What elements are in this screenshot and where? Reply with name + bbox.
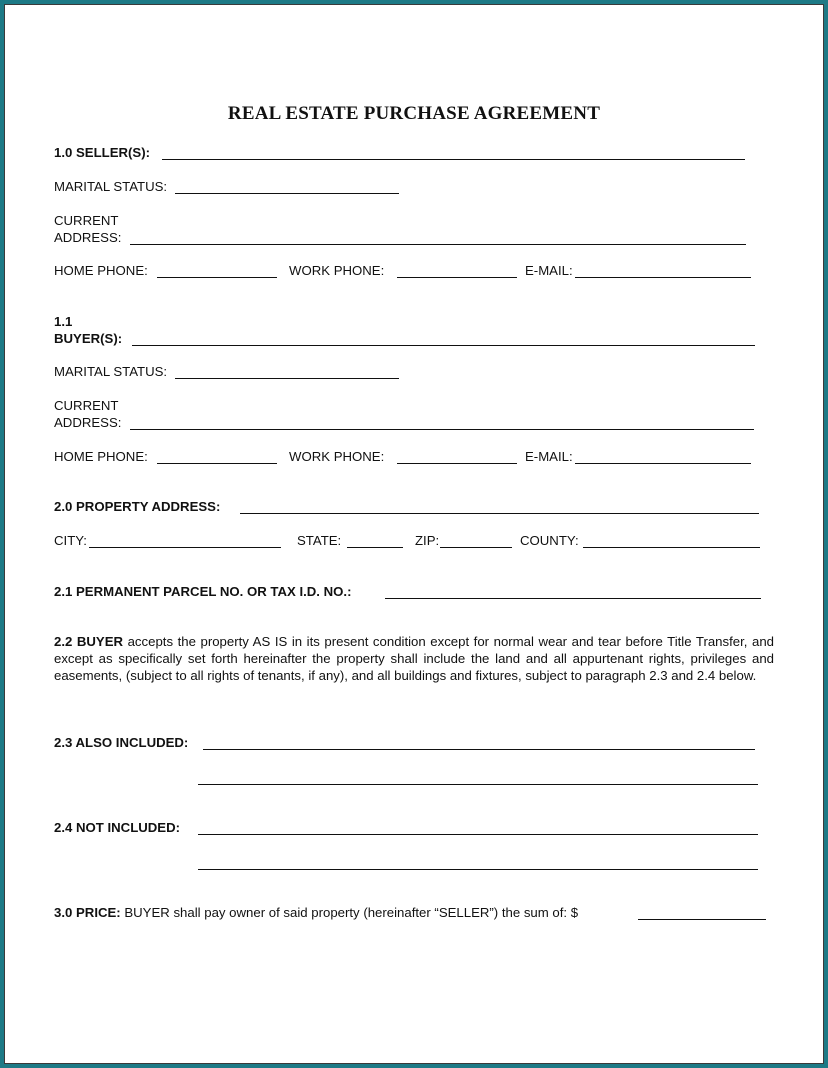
seller-address-field[interactable]: [130, 244, 746, 245]
zip-label: ZIP:: [415, 533, 440, 548]
price-clause: [54, 904, 578, 921]
also-included-field-1[interactable]: [203, 749, 755, 750]
clause-2-2: [54, 633, 774, 684]
seller-heading: 1.0 SELLER(S):: [54, 145, 150, 160]
parcel-number-label: 2.1 PERMANENT PARCEL NO. OR TAX I.D. NO.:: [54, 584, 352, 599]
seller-email-label: E-MAIL:: [525, 263, 573, 278]
state-label: STATE:: [297, 533, 342, 548]
city-label: CITY:: [54, 533, 87, 548]
seller-marital-status-label: MARITAL STATUS:: [54, 179, 168, 194]
city-field[interactable]: [89, 547, 281, 548]
document-title: REAL ESTATE PURCHASE AGREEMENT: [227, 103, 601, 124]
not-included-label: 2.4 NOT INCLUDED:: [54, 820, 181, 835]
zip-field[interactable]: [440, 547, 512, 548]
buyer-email-label: E-MAIL:: [525, 449, 573, 464]
buyer-marital-status-label: MARITAL STATUS:: [54, 364, 168, 379]
seller-home-phone-field[interactable]: [157, 277, 277, 278]
clause-2-2-text: accepts the property AS IS in its present condition except for normal wear and tear before Title Transfer, and except as specifically set forth hereinafter the property shall include the land and all appurtenant rights, privileges and easements, (subject to all rights of tenants, if any), and all buildings and fixtures, subject to paragraph 2.3 and 2.4 below.: [54, 634, 774, 683]
property-address-field[interactable]: [240, 513, 759, 514]
price-label: 3.0 PRICE:: [54, 905, 121, 920]
county-label: COUNTY:: [520, 533, 579, 548]
seller-home-phone-label: HOME PHONE:: [54, 263, 148, 278]
also-included-label: 2.3 ALSO INCLUDED:: [54, 735, 189, 750]
parcel-number-field[interactable]: [385, 598, 761, 599]
buyer-marital-status-field[interactable]: [175, 378, 399, 379]
seller-name-field[interactable]: [162, 159, 745, 160]
seller-work-phone-field[interactable]: [397, 277, 517, 278]
buyer-address-field[interactable]: [130, 429, 754, 430]
state-field[interactable]: [347, 547, 403, 548]
seller-address-label: ADDRESS:: [54, 230, 122, 245]
buyer-heading-number: 1.1: [54, 314, 73, 329]
seller-work-phone-label: WORK PHONE:: [289, 263, 385, 278]
buyer-address-label: ADDRESS:: [54, 415, 122, 430]
buyer-home-phone-label: HOME PHONE:: [54, 449, 148, 464]
property-address-label: 2.0 PROPERTY ADDRESS:: [54, 499, 221, 514]
seller-email-field[interactable]: [575, 277, 751, 278]
buyer-work-phone-label: WORK PHONE:: [289, 449, 385, 464]
buyer-name-field[interactable]: [132, 345, 755, 346]
county-field[interactable]: [583, 547, 760, 548]
buyer-home-phone-field[interactable]: [157, 463, 277, 464]
buyer-work-phone-field[interactable]: [397, 463, 517, 464]
price-text: BUYER shall pay owner of said property (hereinafter “SELLER”) the sum of: $: [120, 905, 579, 920]
seller-marital-status-field[interactable]: [175, 193, 399, 194]
buyer-email-field[interactable]: [575, 463, 751, 464]
clause-2-2-lead: 2.2 BUYER: [54, 634, 124, 649]
buyer-heading: BUYER(S):: [54, 331, 123, 346]
seller-current-label: CURRENT: [54, 213, 119, 228]
not-included-field-1[interactable]: [198, 834, 758, 835]
also-included-field-2[interactable]: [198, 784, 758, 785]
price-amount-field[interactable]: [638, 919, 766, 920]
not-included-field-2[interactable]: [198, 869, 758, 870]
buyer-current-label: CURRENT: [54, 398, 119, 413]
